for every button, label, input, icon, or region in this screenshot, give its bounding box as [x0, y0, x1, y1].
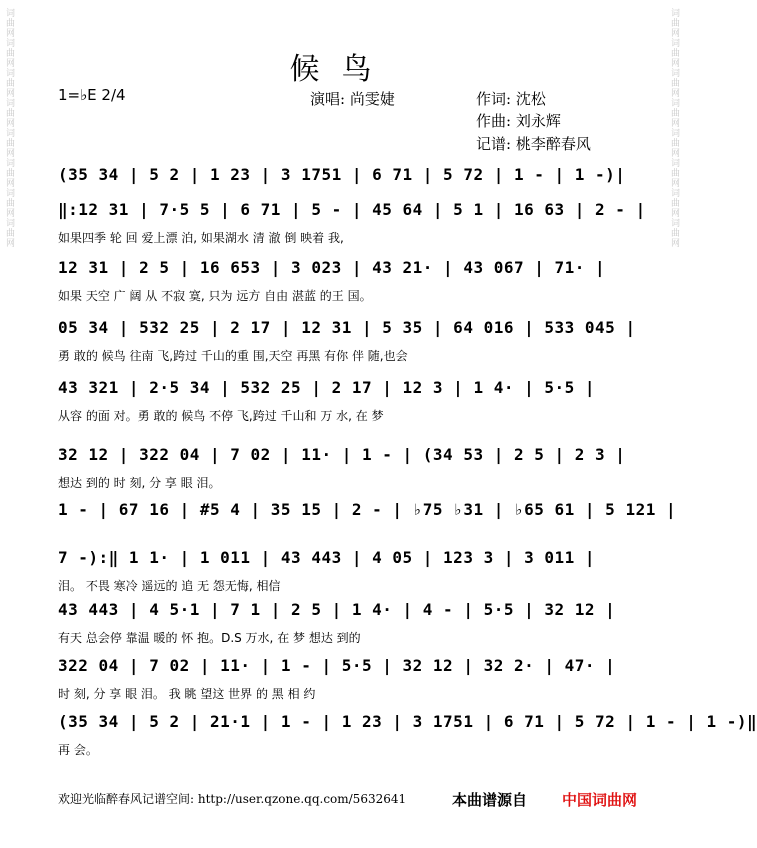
lyrics-line: 时 刻, 分 享 眼 泪。 我 眺 望这 世界 的 黑 相 约	[58, 687, 316, 701]
lyricist: 作词: 沈松	[476, 90, 546, 108]
lyrics-line: 勇 敢的 候鸟 往南 飞,跨过 千山的重 围,天空 再黑 有你 伴 随,也会	[58, 349, 408, 363]
performer: 演唱: 尚雯婕	[310, 90, 395, 108]
source-label: 本曲谱源自	[452, 791, 528, 809]
lyrics-line: 如果 天空 广 阔 从 不寂 寞, 只为 远方 自由 湛蓝 的王 国。	[58, 289, 372, 303]
composer: 作曲: 刘永辉	[476, 112, 561, 130]
notation-line: 43 443 | 4 5·1 | 7 1 | 2 5 | 1 4· | 4 - | 5·5 | 32 12 |	[58, 600, 616, 619]
score-row	[58, 378, 624, 424]
notation-line: 322 04 | 7 02 | 11· | 1 - | 5·5 | 32 12 | 32 2· | 47· |	[58, 656, 616, 675]
watermark-left: 词曲网词曲网词曲网词曲网词曲网词曲网词曲网词曲网	[4, 8, 14, 248]
key-signature: 1=♭E 2/4	[58, 86, 126, 104]
watermark-right: 词曲网词曲网词曲网词曲网词曲网词曲网词曲网词曲网	[669, 8, 679, 248]
score-row	[58, 600, 624, 646]
transcriber: 记谱: 桃李醉春风	[476, 135, 591, 153]
lyrics-line: 再 会。	[58, 743, 98, 757]
notation-line: 1 - | 67 16 | #5 4 | 35 15 | 2 - | ♭75 ♭31 | ♭65 61 | 5 121 |	[58, 500, 677, 519]
notation-line: (35 34 | 5 2 | 21·1 | 1 - | 1 23 | 3 1751 | 6 71 | 5 72 | 1 - | 1 -)‖	[58, 712, 757, 731]
score-row	[58, 500, 677, 529]
score-row	[58, 318, 636, 364]
notation-line: (35 34 | 5 2 | 1 23 | 3 1751 | 6 71 | 5 72 | 1 - | 1 -)|	[58, 165, 626, 184]
lyrics-line: 泪。 不畏 寒冷 遥远的 追 无 怨无悔, 相信	[58, 579, 281, 593]
score-row	[58, 656, 624, 702]
score-row	[58, 165, 624, 194]
score-row	[58, 200, 646, 246]
notation-line: 32 12 | 322 04 | 7 02 | 11· | 1 - | (34 53 | 2 5 | 2 3 |	[58, 445, 626, 464]
song-title: 候鸟	[289, 52, 394, 87]
notation-line: 05 34 | 532 25 | 2 17 | 12 31 | 5 35 | 64 016 | 533 045 |	[58, 318, 636, 337]
lyrics-line: 如果四季 轮 回 爱上漂 泊, 如果湖水 清 澈 倒 映着 我,	[58, 231, 344, 245]
notation-line: 43 321 | 2·5 34 | 532 25 | 2 17 | 12 3 | 1 4· | 5·5 |	[58, 378, 596, 397]
brand-name: 中国词曲网	[562, 791, 638, 809]
notation-line: ‖:12 31 | 7·5 5 | 6 71 | 5 - | 45 64 | 5 1 | 16 63 | 2 - |	[58, 200, 646, 219]
footer-credit: 欢迎光临醉春风记谱空间: http://user.qzone.qq.com/5632641	[58, 792, 407, 806]
lyrics-line: 从容 的面 对。勇 敢的 候鸟 不停 飞,跨过 千山和 万 水, 在 梦	[58, 409, 384, 423]
lyrics-line: 想达 到的 时 刻, 分 享 眼 泪。	[58, 476, 221, 490]
lyrics-line: 有天 总会停 靠温 暖的 怀 抱。D.S 万水, 在 梦 想达 到的	[58, 631, 361, 645]
notation-line: 12 31 | 2 5 | 16 653 | 3 023 | 43 21· | 43 067 | 71· |	[58, 258, 606, 277]
score-row	[58, 445, 624, 491]
score-row	[58, 712, 757, 758]
score-row	[58, 548, 624, 594]
score-row	[58, 258, 624, 304]
notation-line: 7 -):‖ 1 1· | 1 011 | 43 443 | 4 05 | 123 3 | 3 011 |	[58, 548, 596, 567]
